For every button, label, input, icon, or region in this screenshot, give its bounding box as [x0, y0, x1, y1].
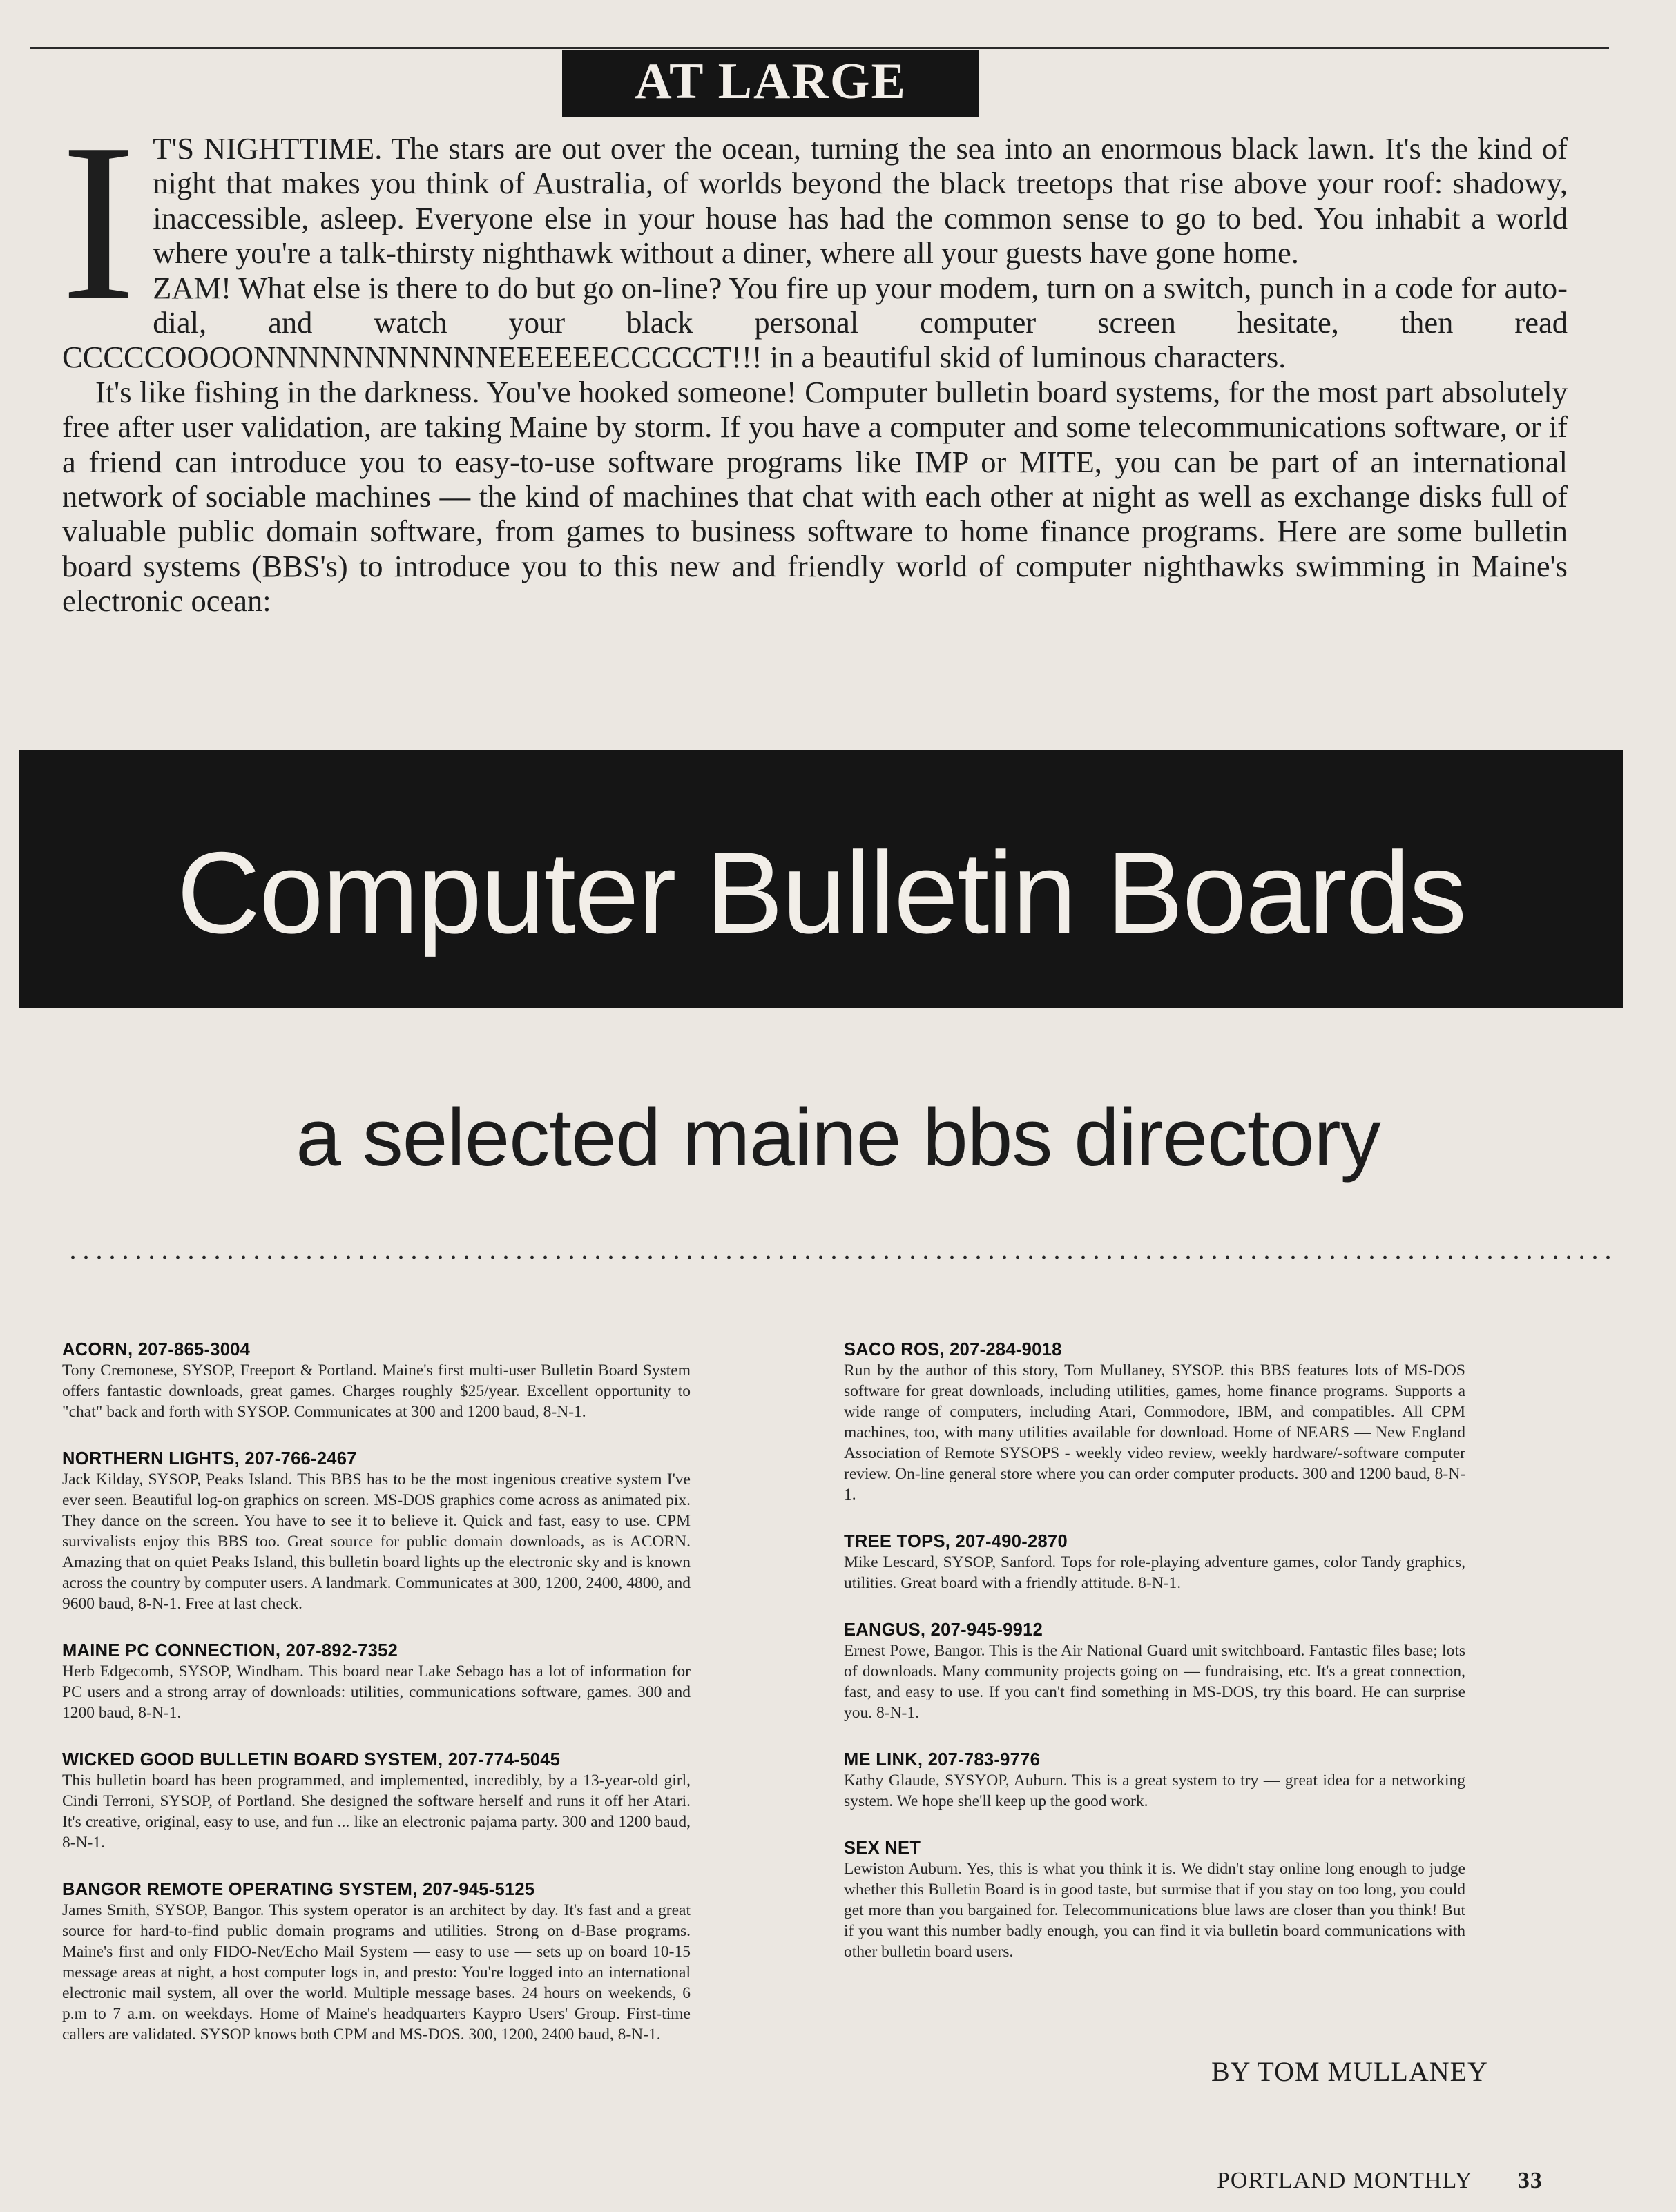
entry-heading: TREE TOPS, 207-490-2870 — [844, 1532, 1068, 1551]
directory-entry — [844, 1749, 1465, 1812]
directory-right-column — [844, 1339, 1465, 1988]
drop-cap: I — [61, 97, 137, 347]
directory-entry — [62, 1749, 691, 1853]
entry-body: Run by the author of this story, Tom Mullaney, SYSOP. this BBS features lots of MS-DOS software for great downloads, including utilities, games, home finance programs. Supports a wide range of computers, including Atari, Commodore, IBM, and compatibles. All CPM machines, too, with many utilities available for download. Home of NEARS — New England Association of Remote SYSOPS - weekly video review, weekly hardware/-software computer review. On-line general store where you can order computer products. 300 and 1200 baud, 8-N-1. — [844, 1361, 1465, 1504]
page-number: 33 — [1517, 2168, 1543, 2193]
directory-entry — [62, 1640, 691, 1723]
intro-text — [61, 97, 1568, 619]
section-tag: AT LARGE — [562, 50, 979, 117]
entry-heading: ME LINK, 207-783-9776 — [844, 1750, 1041, 1769]
entry-heading: MAINE PC CONNECTION, 207-892-7352 — [62, 1641, 398, 1660]
entry-body: Jack Kilday, SYSOP, Peaks Island. This BBS has to be the most ingenious creative system I've ever seen. Beautiful log-on graphics on screen. MS-DOS graphics come across as animated pix. They dance on the screen. You have to see it to believe it. Quick and fast, easy to use. CPM survivalists enjoy this BBS too. Great source for public domain downloads, as is ACORN. Amazing that on quiet Peaks Island, this bulletin board lights up the electronic sky and is known across the country by computer users. A landmark. Communicates at 300, 1200, 2400, 4800, and 9600 baud, 8-N-1. Free at last check. — [62, 1471, 691, 1613]
intro-paragraph-1: T'S NIGHTTIME. The stars are out over the ocean, turning the sea into an enormous black lawn. It's the kind of night that makes you think of Australia, of worlds beyond the black treetops that rise above your roof: shadowy, inaccessible, asleep. Everyone else in your house has had the common sense to go to bed. You inhabit a world where you're a talk-thirsty nighthawk without a diner, where all your guests have gone home. — [153, 131, 1568, 271]
entry-body: Kathy Glaude, SYSYOP, Auburn. This is a great system to try — great idea for a networking system. We hope she'll keep up the good work. — [844, 1772, 1465, 1810]
entry-body: Lewiston Auburn. Yes, this is what you think it is. We didn't stay online long enough to judge whether this Bulletin Board is in good taste, but surmise that if you stay on too long, you could get more than you bargained for. Telecommunications blue laws are closer than you think! But if you want this number badly enough, you can find it via bulletin board communications with other bulletin board users. — [844, 1860, 1465, 1961]
top-rule — [30, 47, 1609, 49]
subtitle: a selected maine bbs directory — [296, 1092, 1380, 1183]
entry-body: Tony Cremonese, SYSOP, Freeport & Portland. Maine's first multi-user Bulletin Board System offers fantastic downloads, great games. Charges roughly $25/year. Excellent opportunity to "chat" back and forth with SYSOP. Communicates at 300 and 1200 baud, 8-N-1. — [62, 1361, 691, 1421]
intro-paragraph-3: It's like fishing in the darkness. You've hooked someone! Computer bulletin board systems, for the most part absolutely free after user validation, are taking Maine by storm. If you have a computer and some telecommunications software, or if a friend can introduce you to easy-to-use software programs like IMP or MITE, you can be part of an international network of sociable machines — the kind of machines that chat with each other at night as well as exchange disks full of valuable public domain software, from games to business software to home finance programs. Here are some bulletin board systems (BBS's) to introduce you to this new and friendly world of computer nighthawks swimming in Maine's electronic ocean: — [62, 374, 1568, 619]
directory-entry — [844, 1838, 1465, 1962]
entry-heading: BANGOR REMOTE OPERATING SYSTEM, 207-945-5125 — [62, 1880, 535, 1899]
directory-entry — [844, 1620, 1465, 1723]
directory-entry — [62, 1879, 691, 2045]
directory-entry — [62, 1339, 691, 1422]
directory-entry — [844, 1339, 1465, 1505]
entry-body: Mike Lescard, SYSOP, Sanford. Tops for role-playing adventure games, color Tandy graphics, utilities. Great board with a friendly attitude. 8-N-1. — [844, 1553, 1465, 1592]
entry-heading: EANGUS, 207-945-9912 — [844, 1620, 1043, 1640]
entry-body: Ernest Powe, Bangor. This is the Air National Guard unit switchboard. Fantastic files base; lots of downloads. Many community projects going on — fundraising, etc. It's a great connection, fast, and easy to use. If you can't find something in MS-DOS, try this board. He can surprise you. 8-N-1. — [844, 1642, 1465, 1722]
entry-body: James Smith, SYSOP, Bangor. This system operator is an architect by day. It's fast and a great source for hard-to-find public domain programs and utilities. Strong on d-Base programs. Maine's first and only FIDO-Net/Echo Mail System — easy to use — sets up on board 10-15 message areas at night, a host computer logs in, and presto: You're logged into an international electronic mail system, all over the world. Multiple message bases. 24 hours on weekends, 6 p.m to 7 a.m. on weekdays. Home of Maine's headquarters Kaypro Users' Group. First-time callers are validated. SYSOP knows both CPM and MS-DOS. 300, 1200, 2400 baud, 8-N-1. — [62, 1901, 691, 2044]
publication-name: PORTLAND MONTHLY — [1217, 2168, 1473, 2193]
entry-heading: SEX NET — [844, 1839, 921, 1858]
entry-heading: ACORN, 207-865-3004 — [62, 1340, 251, 1359]
entry-body: This bulletin board has been programmed, and implemented, incredibly, by a 13-year-old girl, Cindi Terroni, SYSOP, of Portland. She designed the software herself and runs it off her Atari. It's creative, original, easy to use, and fun ... like an electronic pajama party. 300 and 1200 baud, 8-N-1. — [62, 1772, 691, 1852]
entry-heading: SACO ROS, 207-284-9018 — [844, 1340, 1062, 1359]
entry-heading: NORTHERN LIGHTS, 207-766-2467 — [62, 1449, 357, 1468]
entry-heading: WICKED GOOD BULLETIN BOARD SYSTEM, 207-774-5045 — [62, 1750, 561, 1769]
page-footer — [1217, 2168, 1543, 2194]
byline: BY TOM MULLANEY — [1211, 2056, 1488, 2087]
banner-title: Computer Bulletin Boards — [19, 750, 1623, 1008]
directory-entry — [844, 1531, 1465, 1593]
directory-entry — [62, 1448, 691, 1614]
directory-left-column — [62, 1339, 691, 2071]
dotted-divider — [66, 1255, 1613, 1259]
intro-paragraph-2: ZAM! What else is there to do but go on-line? You fire up your modem, turn on a switch, punch in a code for auto-dial, and watch your black personal computer screen hesitate, then read CCCCCOOOONNNNNNNNNNNEEEEEECCCCCT!!! in a beautiful skid of luminous characters. — [62, 270, 1568, 375]
entry-body: Herb Edgecomb, SYSOP, Windham. This board near Lake Sebago has a lot of information for PC users and a strong array of downloads: utilities, communications software, games. 300 and 1200 baud, 8-N-1. — [62, 1662, 691, 1722]
